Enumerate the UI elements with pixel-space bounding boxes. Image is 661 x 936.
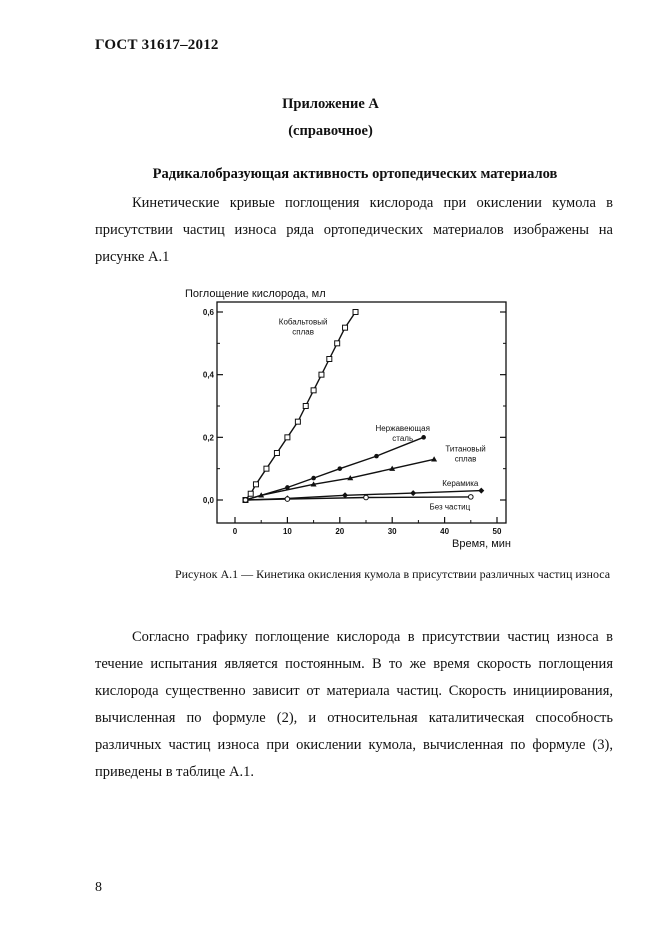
series-annotation-line: сталь <box>392 434 414 444</box>
data-point <box>364 495 369 500</box>
data-point <box>374 454 379 459</box>
series-line <box>246 497 471 500</box>
series-annotation <box>375 424 429 443</box>
document-header: ГОСТ 31617–2012 <box>95 37 219 53</box>
paragraph-analysis: Согласно графику поглощение кислорода в присутствии частиц износа в течение испытания является постоянным. В то же время скорость поглощения кислорода существенно зависит от материала частиц. Скорость инициирования, вычисленная по формуле (2), и относительная каталитическая способность различных частиц износа при окислении кумола, вычисленная по формуле (3), приведены в таблице А.1. <box>95 629 613 780</box>
data-point <box>274 451 279 456</box>
section-title: Радикалобразующая активность ортопедических материалов <box>152 166 558 182</box>
data-point <box>242 497 248 503</box>
series-annotation-line: Нержавеющая <box>375 424 430 434</box>
data-point <box>347 475 353 480</box>
series-line <box>246 459 435 500</box>
data-point <box>264 466 269 471</box>
data-point <box>353 310 358 315</box>
data-point <box>343 325 348 330</box>
y-tick-label: 0,0 <box>202 496 214 505</box>
data-point <box>258 492 264 497</box>
data-point <box>342 492 348 498</box>
series-annotation-line: сплав <box>292 327 314 337</box>
data-point <box>421 435 426 440</box>
data-point <box>242 497 248 502</box>
y-axis-label: Поглощение кислорода, мл <box>185 288 326 300</box>
x-tick-label: 20 <box>335 527 345 536</box>
data-point <box>410 490 416 496</box>
data-point <box>285 485 290 490</box>
figure-caption: Рисунок А.1 — Кинетика окисления кумола в присутствии различных частиц износа <box>174 567 611 581</box>
paragraph-intro: Кинетические кривые поглощения кислорода при окислении кумола в присутствии частиц износа ряда ортопедических материалов изображены на рисунке А.1 <box>95 195 613 265</box>
x-tick-label: 10 <box>282 527 292 536</box>
x-tick-label: 30 <box>387 527 397 536</box>
appendix-title: Приложение А <box>282 96 379 112</box>
data-point <box>303 404 308 409</box>
chart-axes <box>185 288 511 550</box>
data-point <box>327 357 332 362</box>
plot-frame <box>217 302 506 523</box>
data-point <box>243 498 248 503</box>
page-number: 8 <box>95 880 102 895</box>
y-tick-label: 0,4 <box>202 370 214 380</box>
x-tick-label: 50 <box>492 527 502 536</box>
data-point <box>319 372 324 377</box>
series-line <box>246 437 424 500</box>
data-point <box>431 456 437 461</box>
series-annotation-line: Титановый <box>445 444 486 454</box>
series-annotation-line: Кобальтовый <box>278 317 328 327</box>
data-point <box>285 497 290 502</box>
y-tick-label: 0,2 <box>202 433 214 443</box>
series-annotation <box>429 502 470 511</box>
appendix-subtitle: (справочное) <box>288 123 373 139</box>
series-annotation-line: сплав <box>454 454 477 464</box>
data-point <box>311 476 316 481</box>
x-tick-label: 40 <box>440 527 450 536</box>
data-point <box>253 482 258 487</box>
y-tick-label: 0,6 <box>202 308 214 317</box>
chart-label-layer <box>279 318 486 512</box>
x-axis-label: Время, мин <box>452 538 511 550</box>
data-point <box>389 466 395 471</box>
series-annotation <box>445 444 485 463</box>
series-annotation <box>279 318 328 337</box>
data-point <box>295 419 300 424</box>
data-point <box>478 488 484 494</box>
x-tick-label: 0 <box>232 527 238 536</box>
data-point <box>243 498 248 503</box>
data-point <box>243 498 248 503</box>
series-annotation-line: Без частиц <box>429 502 471 512</box>
series-line <box>246 312 356 500</box>
series-line <box>246 491 482 500</box>
data-point <box>285 435 290 440</box>
data-point <box>248 491 253 496</box>
series-annotation-line: Керамика <box>442 478 479 488</box>
chart-series-layer <box>242 310 484 504</box>
data-point <box>335 341 340 346</box>
data-point <box>311 388 316 393</box>
data-point <box>469 495 474 500</box>
data-point <box>311 481 317 486</box>
series-annotation <box>442 479 479 488</box>
data-point <box>338 466 343 471</box>
data-point <box>284 495 290 501</box>
